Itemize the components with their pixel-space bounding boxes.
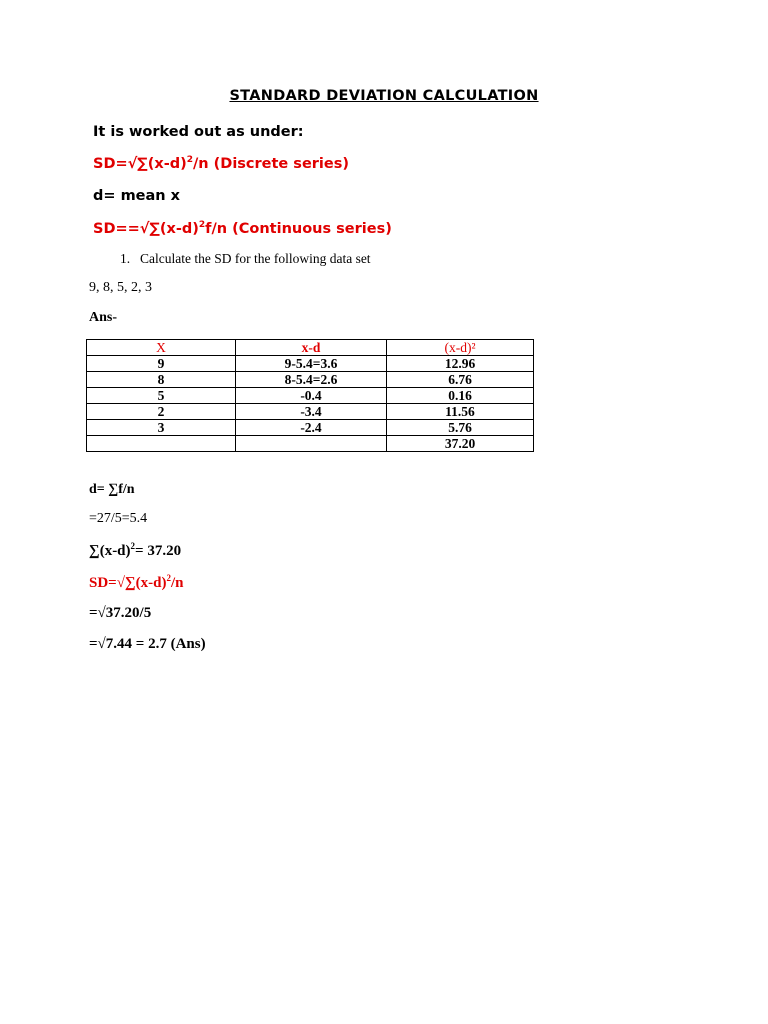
cell-x-minus-d: 9-5.4=3.6	[236, 356, 387, 372]
formula-discrete-suffix: /n (Discrete series)	[192, 155, 349, 172]
sd-formula-main: SD=√∑(x-d)	[89, 575, 167, 591]
cell-squared: 6.76	[387, 372, 534, 388]
formula-continuous	[93, 220, 392, 237]
intro-text: It is worked out as under:	[93, 124, 304, 140]
table-row	[87, 420, 534, 436]
cell-x-minus-d: -3.4	[236, 404, 387, 420]
cell-x	[87, 436, 236, 452]
formula-discrete-main: SD=√∑(x-d)	[93, 155, 187, 172]
header-x: X	[87, 340, 236, 356]
sum-squares-exponent: 2	[130, 541, 136, 551]
calc-step-2: =√7.44 = 2.7 (Ans)	[89, 636, 206, 652]
cell-total: 37.20	[387, 436, 534, 452]
table-header-row	[87, 340, 534, 356]
calc-step-1: =√37.20/5	[89, 605, 152, 621]
answer-label: Ans-	[89, 310, 118, 325]
table-row	[87, 356, 534, 372]
sd-formula-suffix: /n	[170, 575, 184, 591]
table-row	[87, 372, 534, 388]
sd-formula	[89, 573, 184, 592]
question-number: 1.	[120, 251, 131, 266]
cell-squared: 0.16	[387, 388, 534, 404]
formula-discrete	[93, 155, 349, 172]
data-set: 9, 8, 5, 2, 3	[89, 280, 152, 295]
cell-squared: 11.56	[387, 404, 534, 420]
cell-x: 2	[87, 404, 236, 420]
header-x-minus-d-squared: (x-d)²	[387, 340, 534, 356]
question-text: Calculate the SD for the following data set	[140, 251, 371, 266]
cell-x: 3	[87, 420, 236, 436]
table-total-row	[87, 436, 534, 452]
mean-definition: d= mean x	[93, 188, 181, 204]
sum-squares-value: = 37.20	[135, 543, 182, 559]
formula-continuous-exponent: 2	[198, 220, 206, 230]
table-row	[87, 404, 534, 420]
header-x-minus-d: x-d	[236, 340, 387, 356]
calculation-table	[86, 339, 534, 452]
cell-x-minus-d: 8-5.4=2.6	[236, 372, 387, 388]
cell-x: 8	[87, 372, 236, 388]
cell-x: 9	[87, 356, 236, 372]
sum-squares-main: ∑(x-d)	[89, 543, 131, 559]
formula-continuous-suffix: f/n (Continuous series)	[205, 220, 392, 237]
cell-x-minus-d	[236, 436, 387, 452]
sd-formula-exponent: 2	[166, 573, 171, 583]
cell-x-minus-d: -0.4	[236, 388, 387, 404]
page-title: STANDARD DEVIATION CALCULATION	[229, 88, 539, 104]
table-row	[87, 388, 534, 404]
sum-squares	[89, 541, 181, 560]
d-formula: d= ∑f/n	[89, 482, 135, 497]
cell-squared: 5.76	[387, 420, 534, 436]
formula-discrete-exponent: 2	[186, 155, 193, 165]
d-value: =27/5=5.4	[89, 511, 148, 526]
cell-squared: 12.96	[387, 356, 534, 372]
cell-x: 5	[87, 388, 236, 404]
formula-continuous-main: SD==√∑(x-d)	[93, 220, 199, 237]
cell-x-minus-d: -2.4	[236, 420, 387, 436]
